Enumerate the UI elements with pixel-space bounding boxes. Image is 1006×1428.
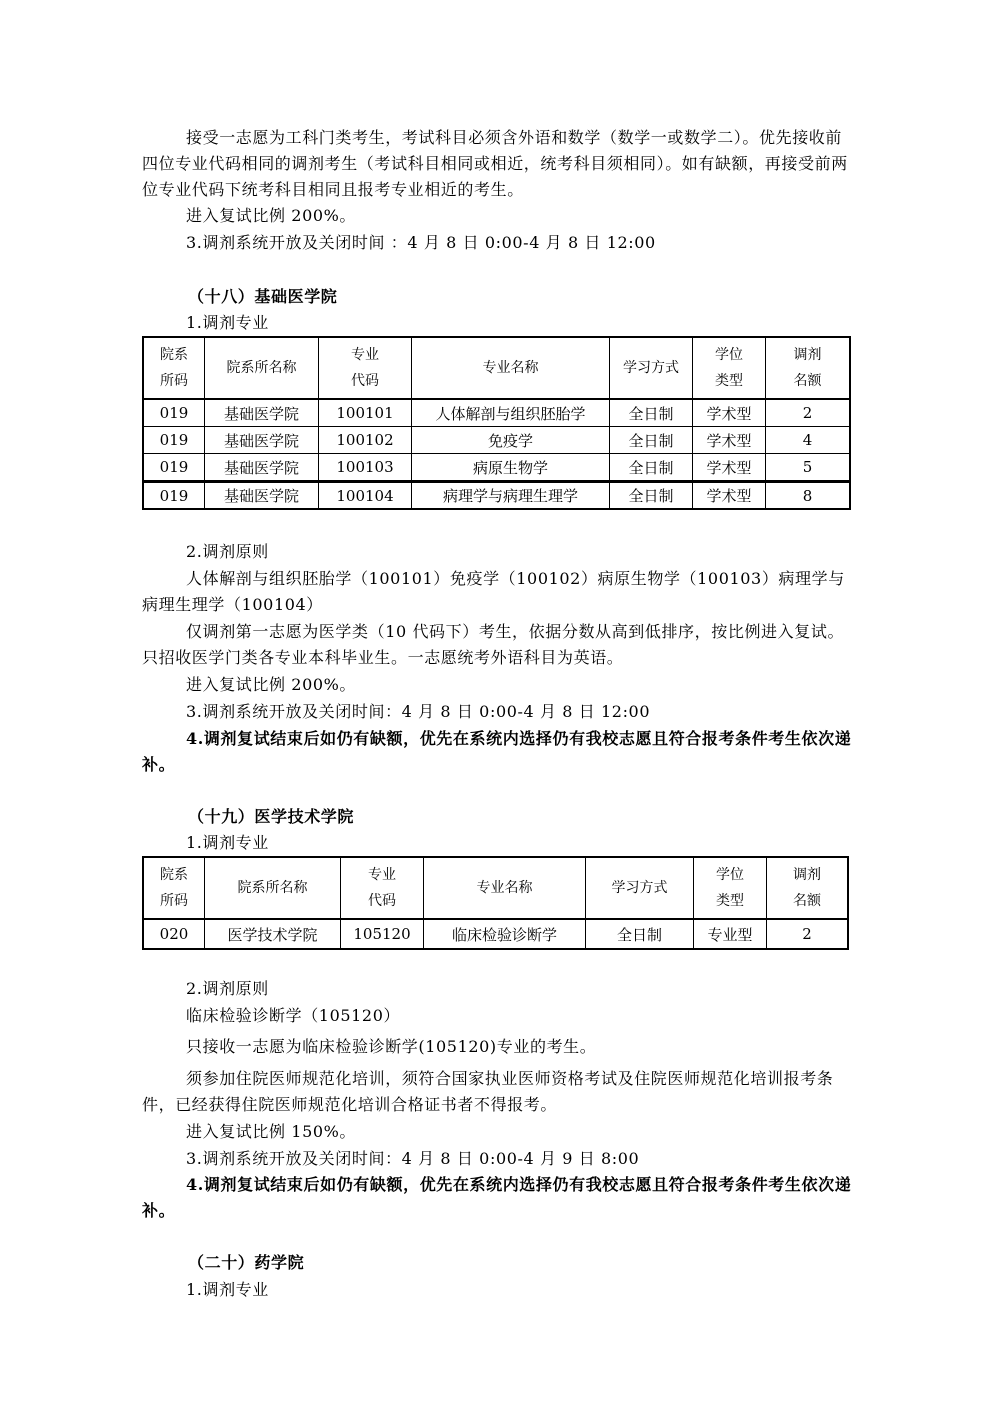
cell-quota: 8 [766, 481, 849, 508]
section-18-subheading-majors: 1.调剂专业 [186, 313, 269, 332]
cell-dept-name: 基础医学院 [205, 400, 319, 427]
cell-dept-code: 019 [144, 400, 205, 427]
cell-degree-type: 学术型 [693, 454, 766, 481]
col-header-study-mode: 学习方式 [586, 858, 694, 920]
col-header-major-name: 专业名称 [424, 858, 586, 920]
section-18-supplement-note: 4.调剂复试结束后如仍有缺额，优先在系统内选择仍有我校志愿且符合报考条件考生依次递补。 [142, 729, 852, 774]
cell-major-name: 病理学与病理生理学 [412, 481, 610, 508]
col-header-dept-name: 院系所名称 [205, 338, 319, 400]
section-18-time: 3.调剂系统开放及关闭时间：4 月 8 日 0:00-4 月 8 日 12:00 [186, 702, 651, 721]
col-header-dept-name: 院系所名称 [205, 858, 341, 920]
cell-major-name: 免疫学 [412, 427, 610, 454]
section-19-rule: 只接收一志愿为临床检验诊断学(105120)专业的考生。 [186, 1037, 597, 1056]
cell-study-mode: 全日制 [610, 427, 693, 454]
cell-dept-code: 019 [144, 481, 205, 508]
table-header-row [144, 858, 847, 920]
section-19-requirement: 须参加住院医师规范化培训，须符合国家执业医师资格考试及住院医师规范化培训报考条件，已经获得住院医师规范化培训合格证书者不得报考。 [142, 1069, 834, 1114]
section-19-subheading-principles: 2.调剂原则 [186, 979, 269, 998]
col-header-quota: 调剂 名额 [766, 338, 849, 400]
cell-major-name: 人体解剖与组织胚胎学 [412, 400, 610, 427]
cell-quota: 2 [802, 925, 812, 943]
table-row [144, 454, 849, 481]
col-header-major-name: 专业名称 [412, 338, 610, 400]
col-header-dept-code: 院系 所码 [144, 338, 205, 400]
intro-time: 3.调剂系统开放及关闭时间 ：4 月 8 日 0:00-4 月 8 日 12:00 [186, 233, 656, 252]
section-18-title: （十八）基础医学院 [188, 287, 338, 306]
section-19-time: 3.调剂系统开放及关闭时间：4 月 8 日 0:00-4 月 9 日 8:00 [186, 1149, 640, 1168]
col-header-study-mode: 学习方式 [610, 338, 693, 400]
section-19-table [142, 856, 849, 950]
cell-study-mode: 全日制 [586, 920, 694, 948]
section-20-subheading-majors: 1.调剂专业 [186, 1280, 269, 1299]
table-row [144, 427, 849, 454]
cell-study-mode: 全日制 [610, 481, 693, 508]
col-header-major-code: 专业 代码 [341, 858, 424, 920]
cell-major-code: 100103 [319, 454, 412, 481]
cell-major-code: 100101 [319, 400, 412, 427]
intro-ratio: 进入复试比例 200%。 [186, 206, 357, 225]
cell-dept-name: 基础医学院 [205, 481, 319, 508]
col-header-dept-code: 院系 所码 [144, 858, 205, 920]
cell-major-name: 病原生物学 [412, 454, 610, 481]
cell-degree-type: 学术型 [693, 481, 766, 508]
cell-degree-type: 学术型 [693, 400, 766, 427]
col-header-degree-type: 学位 类型 [693, 338, 766, 400]
cell-study-mode: 全日制 [610, 400, 693, 427]
cell-degree-type: 专业型 [694, 920, 767, 948]
cell-quota: 5 [766, 454, 849, 481]
cell-dept-name: 医学技术学院 [205, 920, 341, 948]
section-19-supplement-note: 4.调剂复试结束后如仍有缺额，优先在系统内选择仍有我校志愿且符合报考条件考生依次递补。 [142, 1175, 852, 1220]
table-row [144, 920, 847, 948]
section-19-subheading-majors: 1.调剂专业 [186, 833, 269, 852]
section-19-title: （十九）医学技术学院 [188, 807, 355, 826]
table-header-row [144, 338, 849, 400]
section-18-table [142, 336, 851, 510]
section-18-majors-list: 人体解剖与组织胚胎学（100101）免疫学（100102）病原生物学（100103）病理学与病理生理学（100104） [142, 569, 845, 614]
cell-degree-type: 学术型 [693, 427, 766, 454]
cell-dept-code: 019 [144, 427, 205, 454]
intro-paragraph: 接受一志愿为工科门类考生，考试科目必须含外语和数学（数学一或数学二）。优先接收前四位专业代码相同的调剂考生（考试科目相同或相近，统考科目须相同）。如有缺额，再接受前两位专业代码下统考科目相同且报考专业相近的考生。 [142, 128, 848, 199]
section-19-ratio: 进入复试比例 150%。 [186, 1122, 357, 1141]
cell-major-code: 100104 [319, 481, 412, 508]
col-header-quota: 调剂 名额 [767, 858, 847, 920]
cell-dept-code: 019 [144, 454, 205, 481]
cell-major-name: 临床检验诊断学 [424, 920, 586, 948]
section-19-major: 临床检验诊断学（105120） [186, 1006, 401, 1025]
table-row [144, 400, 849, 427]
cell-dept-name: 基础医学院 [205, 454, 319, 481]
cell-dept-code: 020 [144, 920, 205, 948]
section-18-ratio: 进入复试比例 200%。 [186, 675, 357, 694]
col-header-degree-type: 学位 类型 [694, 858, 767, 920]
cell-quota: 4 [766, 427, 849, 454]
cell-major-code: 105120 [341, 920, 424, 948]
section-18-subheading-principles: 2.调剂原则 [186, 542, 269, 561]
col-header-major-code: 专业 代码 [319, 338, 412, 400]
cell-dept-name: 基础医学院 [205, 427, 319, 454]
cell-major-code: 100102 [319, 427, 412, 454]
cell-quota: 2 [766, 400, 849, 427]
section-18-rule: 仅调剂第一志愿为医学类（10 代码下）考生，依据分数从高到低排序，按比例进入复试。只招收医学门类各专业本科毕业生。一志愿统考外语科目为英语。 [142, 622, 845, 667]
cell-study-mode: 全日制 [610, 454, 693, 481]
table-row [144, 481, 849, 508]
section-20-title: （二十）药学院 [188, 1253, 305, 1272]
